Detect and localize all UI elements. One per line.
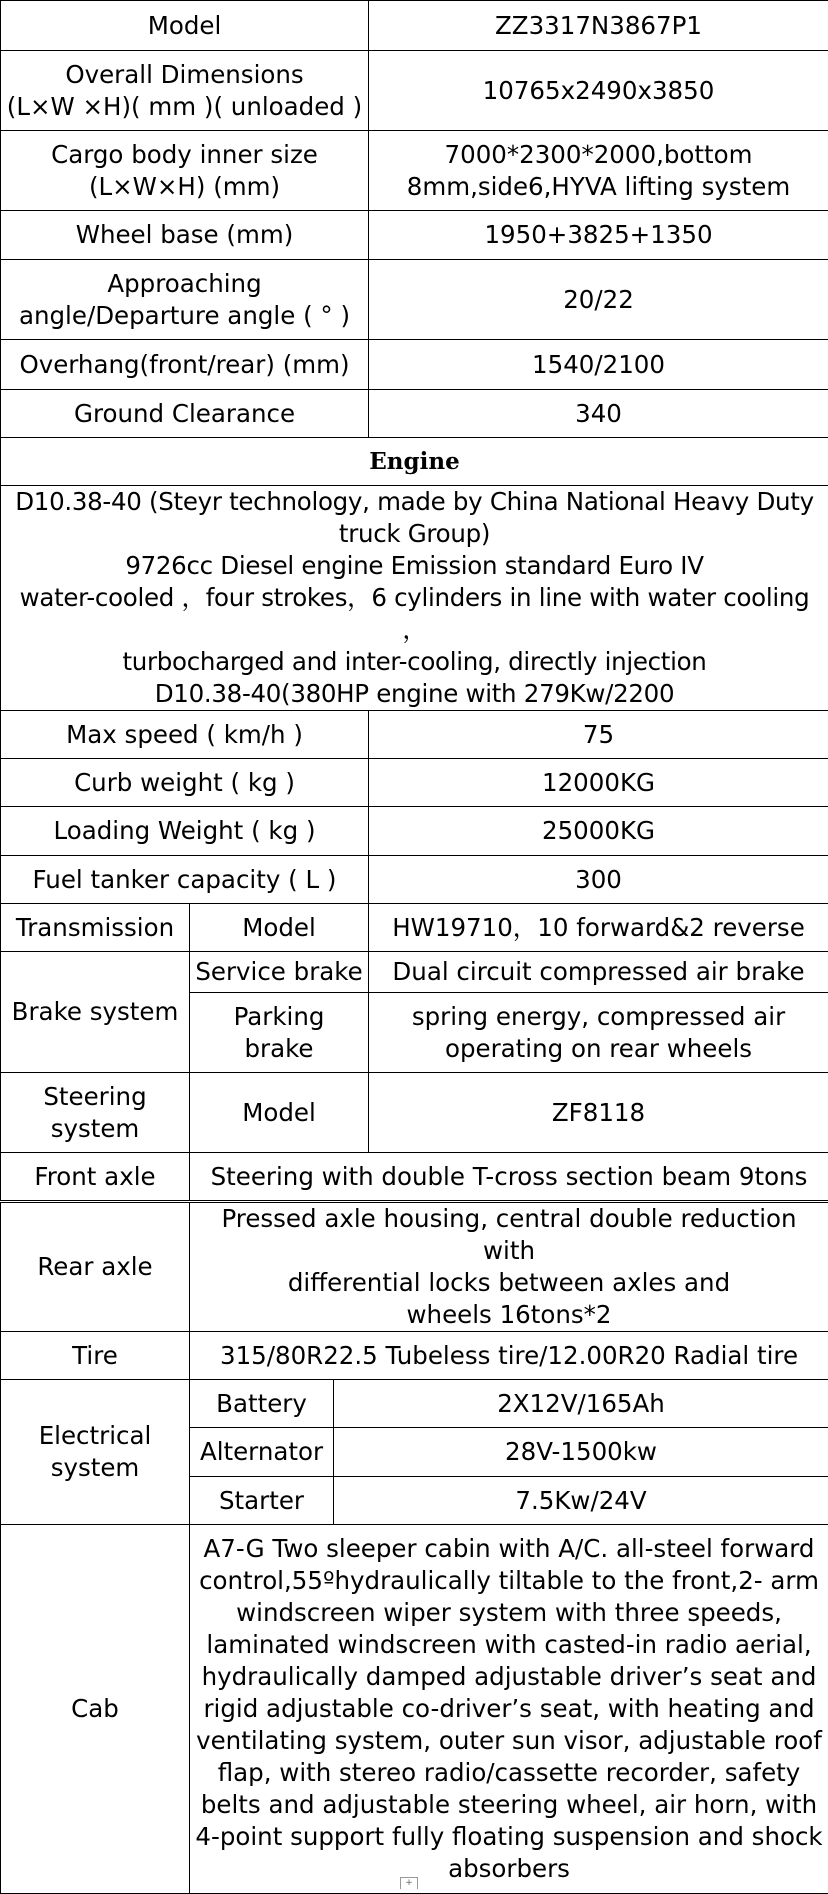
label-tire: Tire (1, 1332, 190, 1380)
value-wheelbase: 1950+3825+1350 (369, 211, 828, 260)
engine-line: D10.38-40 (Steyr technology, made by China National Heavy Duty (5, 486, 824, 518)
value-line: 7000*2300*2000,bottom (373, 139, 824, 171)
value-rear-axle (190, 1203, 828, 1332)
label-line: (L×W×H) (mm) (5, 171, 364, 203)
value-tire: 315/80R22.5 Tubeless tire/12.00R20 Radial tire (190, 1332, 828, 1380)
label-line: angle/Departure angle ( ° ) (5, 300, 364, 332)
cab-line: ventilating system, outer sun visor, adjustable roof (194, 1725, 824, 1757)
group-electrical-system (1, 1380, 190, 1525)
label-wheelbase: Wheel base (mm) (1, 211, 369, 260)
row-dimensions (1, 51, 828, 131)
row-angles (1, 260, 828, 340)
row-curb-weight (1, 759, 828, 807)
row-fuel-capacity (1, 856, 828, 904)
value-front-axle: Steering with double T-cross section beam 9tons (190, 1153, 828, 1201)
cab-line: belts and adjustable steering wheel, air horn, with (194, 1789, 824, 1821)
label-curb-weight: Curb weight ( kg ) (1, 759, 369, 807)
cab-line: hydraulically damped adjustable driver’s seat and (194, 1661, 824, 1693)
label-line: Steering (5, 1081, 185, 1113)
value-alternator: 28V-1500kw (334, 1428, 828, 1477)
row-loading-weight (1, 807, 828, 856)
label-alternator: Alternator (190, 1428, 334, 1477)
value-battery: 2X12V/165Ah (334, 1380, 828, 1428)
engine-details (1, 486, 828, 711)
row-transmission (1, 904, 828, 952)
value-service-brake: Dual circuit compressed air brake (369, 952, 828, 993)
label-starter: Starter (190, 1477, 334, 1525)
cab-line: windscreen wiper system with three speeds, (194, 1597, 824, 1629)
label-line: Electrical (5, 1420, 185, 1452)
label-parking-brake (190, 993, 369, 1073)
value-starter: 7.5Kw/24V (334, 1477, 828, 1525)
page-marker: + (400, 1877, 418, 1889)
group-steering-system (1, 1073, 190, 1153)
value-transmission: HW19710，10 forward&2 reverse (369, 904, 828, 952)
label-line: Overall Dimensions (5, 59, 364, 91)
value-parking-brake (369, 993, 828, 1073)
row-model (1, 1, 828, 51)
label-loading-weight: Loading Weight ( kg ) (1, 807, 369, 856)
row-steering (1, 1073, 828, 1153)
row-tire (1, 1332, 828, 1380)
cab-line: laminated windscreen with casted-in radio aerial, (194, 1629, 824, 1661)
engine-heading: Engine (1, 438, 828, 486)
engine-line: 9726cc Diesel engine Emission standard Euro IV (5, 550, 824, 582)
value-line: operating on rear wheels (373, 1033, 824, 1065)
cab-line: control,55ºhydraulically tiltable to the front,2- arm (194, 1565, 824, 1597)
group-transmission: Transmission (1, 904, 190, 952)
label-line: Approaching (5, 268, 364, 300)
cab-line: flap, with stereo radio/cassette recorder, safety (194, 1757, 824, 1789)
value-line: 8mm,side6,HYVA lifting system (373, 171, 824, 203)
value-cab (190, 1525, 828, 1894)
value-steering: ZF8118 (369, 1073, 828, 1153)
row-ground-clearance (1, 390, 828, 438)
value-angles: 20/22 (369, 260, 828, 340)
label-line: (L×W ×H)( mm )( unloaded ) (5, 91, 364, 123)
value-cargo (369, 131, 828, 211)
value-loading-weight: 25000KG (369, 807, 828, 856)
label-battery: Battery (190, 1380, 334, 1428)
label-model: Model (1, 1, 369, 51)
row-engine-heading (1, 438, 828, 486)
value-line: differential locks between axles and (194, 1267, 824, 1299)
row-engine-details (1, 486, 828, 711)
row-rear-axle (1, 1203, 828, 1332)
label-cab: Cab (1, 1525, 190, 1894)
value-fuel-capacity: 300 (369, 856, 828, 904)
label-line: system (5, 1113, 185, 1145)
label-max-speed: Max speed ( km/h ) (1, 711, 369, 759)
label-ground-clearance: Ground Clearance (1, 390, 369, 438)
cab-line: rigid adjustable co-driver’s seat, with heating and (194, 1693, 824, 1725)
label-line: Cargo body inner size (5, 139, 364, 171)
label-dimensions (1, 51, 369, 131)
cab-line: A7-G Two sleeper cabin with A/C. all-steel forward (194, 1533, 824, 1565)
engine-line: truck Group) (5, 518, 824, 550)
engine-line: D10.38-40(380HP engine with 279Kw/2200 (5, 678, 824, 710)
label-service-brake: Service brake (190, 952, 369, 993)
label-steering-model: Model (190, 1073, 369, 1153)
engine-line: turbocharged and inter-cooling, directly injection (5, 646, 824, 678)
label-transmission-model: Model (190, 904, 369, 952)
row-front-axle (1, 1153, 828, 1201)
label-angles (1, 260, 369, 340)
label-front-axle: Front axle (1, 1153, 190, 1201)
value-overhang: 1540/2100 (369, 340, 828, 390)
cab-line: absorbers (194, 1853, 824, 1885)
value-line: wheels 16tons*2 (194, 1299, 824, 1331)
value-line: spring energy, compressed air (373, 1001, 824, 1033)
row-wheelbase (1, 211, 828, 260)
spec-table-continued (0, 1202, 828, 1894)
cab-line: 4-point support fully floating suspension and shock (194, 1821, 824, 1853)
label-cargo (1, 131, 369, 211)
value-line: Pressed axle housing, central double reduction with (194, 1203, 824, 1267)
row-cab (1, 1525, 828, 1894)
row-service-brake (1, 952, 828, 993)
label-fuel-capacity: Fuel tanker capacity ( L ) (1, 856, 369, 904)
label-line: Parking (194, 1001, 364, 1033)
value-model: ZZ3317N3867P1 (369, 1, 828, 51)
group-brake-system: Brake system (1, 952, 190, 1073)
value-curb-weight: 12000KG (369, 759, 828, 807)
engine-line: water-cooled ，four strokes，6 cylinders in line with water cooling ， (5, 582, 824, 646)
row-max-speed (1, 711, 828, 759)
row-overhang (1, 340, 828, 390)
value-dimensions: 10765x2490x3850 (369, 51, 828, 131)
value-ground-clearance: 340 (369, 390, 828, 438)
label-line: system (5, 1452, 185, 1484)
row-battery (1, 1380, 828, 1428)
value-max-speed: 75 (369, 711, 828, 759)
label-line: brake (194, 1033, 364, 1065)
row-cargo (1, 131, 828, 211)
label-rear-axle: Rear axle (1, 1203, 190, 1332)
label-overhang: Overhang(front/rear) (mm) (1, 340, 369, 390)
